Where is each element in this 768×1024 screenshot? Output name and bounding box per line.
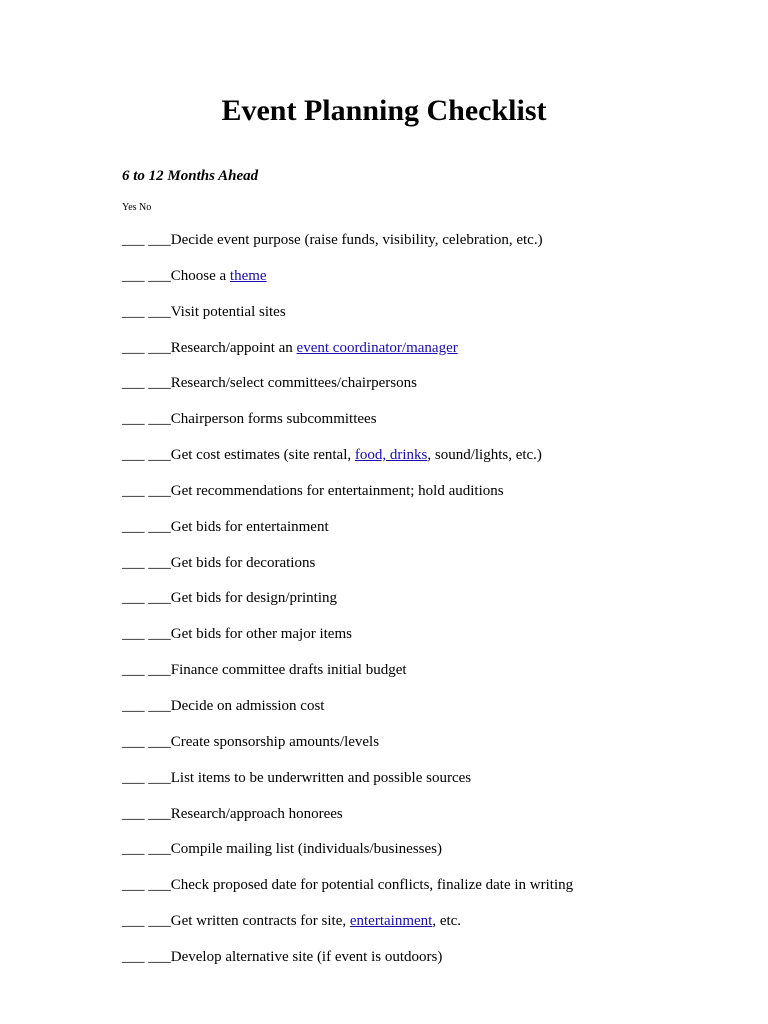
yes-no-blanks: ___ ___ — [122, 554, 171, 571]
checklist-item-link[interactable]: event coordinator/manager — [296, 339, 458, 356]
yes-no-blanks: ___ ___ — [122, 482, 171, 499]
yes-no-blanks: ___ ___ — [122, 411, 171, 428]
checklist-item — [122, 444, 742, 480]
yes-no-blanks: ___ ___ — [122, 805, 171, 822]
checklist-item-link[interactable]: entertainment — [349, 913, 433, 930]
checklist-item-text: Research/appoint an — [170, 339, 297, 356]
checklist-item-text: Create sponsorship amounts/levels — [170, 733, 380, 750]
checklist-item-text: Chairperson forms subcommittees — [170, 411, 377, 428]
checklist-item — [122, 910, 742, 946]
checklist — [122, 229, 742, 982]
checklist-item-text: Check proposed date for potential conflicts, finalize date in writing — [170, 877, 574, 894]
yes-no-column-header: Yes No — [122, 202, 152, 213]
yes-no-blanks: ___ ___ — [122, 303, 171, 320]
section-heading: 6 to 12 Months Ahead — [122, 168, 259, 184]
checklist-item-text: Compile mailing list (individuals/businesses) — [170, 841, 442, 858]
checklist-item-text: Get recommendations for entertainment; hold auditions — [170, 482, 504, 499]
checklist-item-text: Get bids for entertainment — [170, 518, 329, 535]
yes-no-blanks: ___ ___ — [122, 518, 171, 535]
checklist-item — [122, 695, 742, 731]
checklist-item-text: , etc. — [432, 913, 462, 930]
checklist-item-text: Research/approach honorees — [170, 805, 343, 822]
checklist-item — [122, 731, 742, 767]
checklist-item-link[interactable]: food, drinks — [354, 447, 428, 464]
yes-no-blanks: ___ ___ — [122, 948, 171, 965]
checklist-item-text: Get bids for decorations — [170, 554, 316, 571]
checklist-item-text: Get bids for design/printing — [170, 590, 337, 607]
checklist-item-text: , sound/lights, etc.) — [427, 447, 542, 464]
checklist-item-text: List items to be underwritten and possible sources — [170, 769, 472, 786]
yes-no-blanks: ___ ___ — [122, 375, 171, 392]
checklist-item-text: Research/select committees/chairpersons — [170, 375, 417, 392]
yes-no-blanks: ___ ___ — [122, 877, 171, 894]
checklist-item — [122, 587, 742, 623]
checklist-item — [122, 874, 742, 910]
yes-no-blanks: ___ ___ — [122, 733, 171, 750]
checklist-item — [122, 767, 742, 803]
yes-no-blanks: ___ ___ — [122, 626, 171, 643]
checklist-item-link[interactable]: theme — [229, 267, 267, 284]
checklist-item — [122, 372, 742, 408]
checklist-item-text: Get written contracts for site, — [170, 913, 350, 930]
checklist-item — [122, 265, 742, 301]
yes-no-blanks: ___ ___ — [122, 841, 171, 858]
yes-no-blanks: ___ ___ — [122, 267, 171, 284]
yes-no-blanks: ___ ___ — [122, 447, 171, 464]
checklist-item — [122, 946, 742, 982]
checklist-item — [122, 408, 742, 444]
checklist-item — [122, 803, 742, 839]
yes-no-blanks: ___ ___ — [122, 769, 171, 786]
checklist-item — [122, 838, 742, 874]
checklist-item — [122, 301, 742, 337]
checklist-item — [122, 552, 742, 588]
yes-no-blanks: ___ ___ — [122, 662, 171, 679]
checklist-item-text: Decide event purpose (raise funds, visibility, celebration, etc.) — [170, 232, 543, 248]
checklist-item — [122, 229, 742, 265]
yes-no-blanks: ___ ___ — [122, 590, 171, 607]
checklist-item-text: Get bids for other major items — [170, 626, 352, 643]
yes-no-blanks: ___ ___ — [122, 339, 171, 356]
checklist-item-text: Visit potential sites — [170, 303, 286, 320]
checklist-item-text: Choose a — [170, 267, 230, 284]
yes-no-blanks: ___ ___ — [122, 697, 171, 714]
checklist-item — [122, 623, 742, 659]
checklist-item — [122, 337, 742, 373]
page-title: Event Planning Checklist — [221, 94, 547, 127]
checklist-item-text: Get cost estimates (site rental, — [170, 447, 355, 464]
checklist-item — [122, 480, 742, 516]
checklist-item-text: Develop alternative site (if event is outdoors) — [170, 948, 443, 965]
checklist-item-text: Finance committee drafts initial budget — [170, 662, 407, 679]
checklist-item-text: Decide on admission cost — [170, 697, 325, 714]
yes-no-blanks: ___ ___ — [122, 913, 171, 930]
checklist-item — [122, 516, 742, 552]
checklist-item — [122, 659, 742, 695]
yes-no-blanks: ___ ___ — [122, 232, 171, 248]
